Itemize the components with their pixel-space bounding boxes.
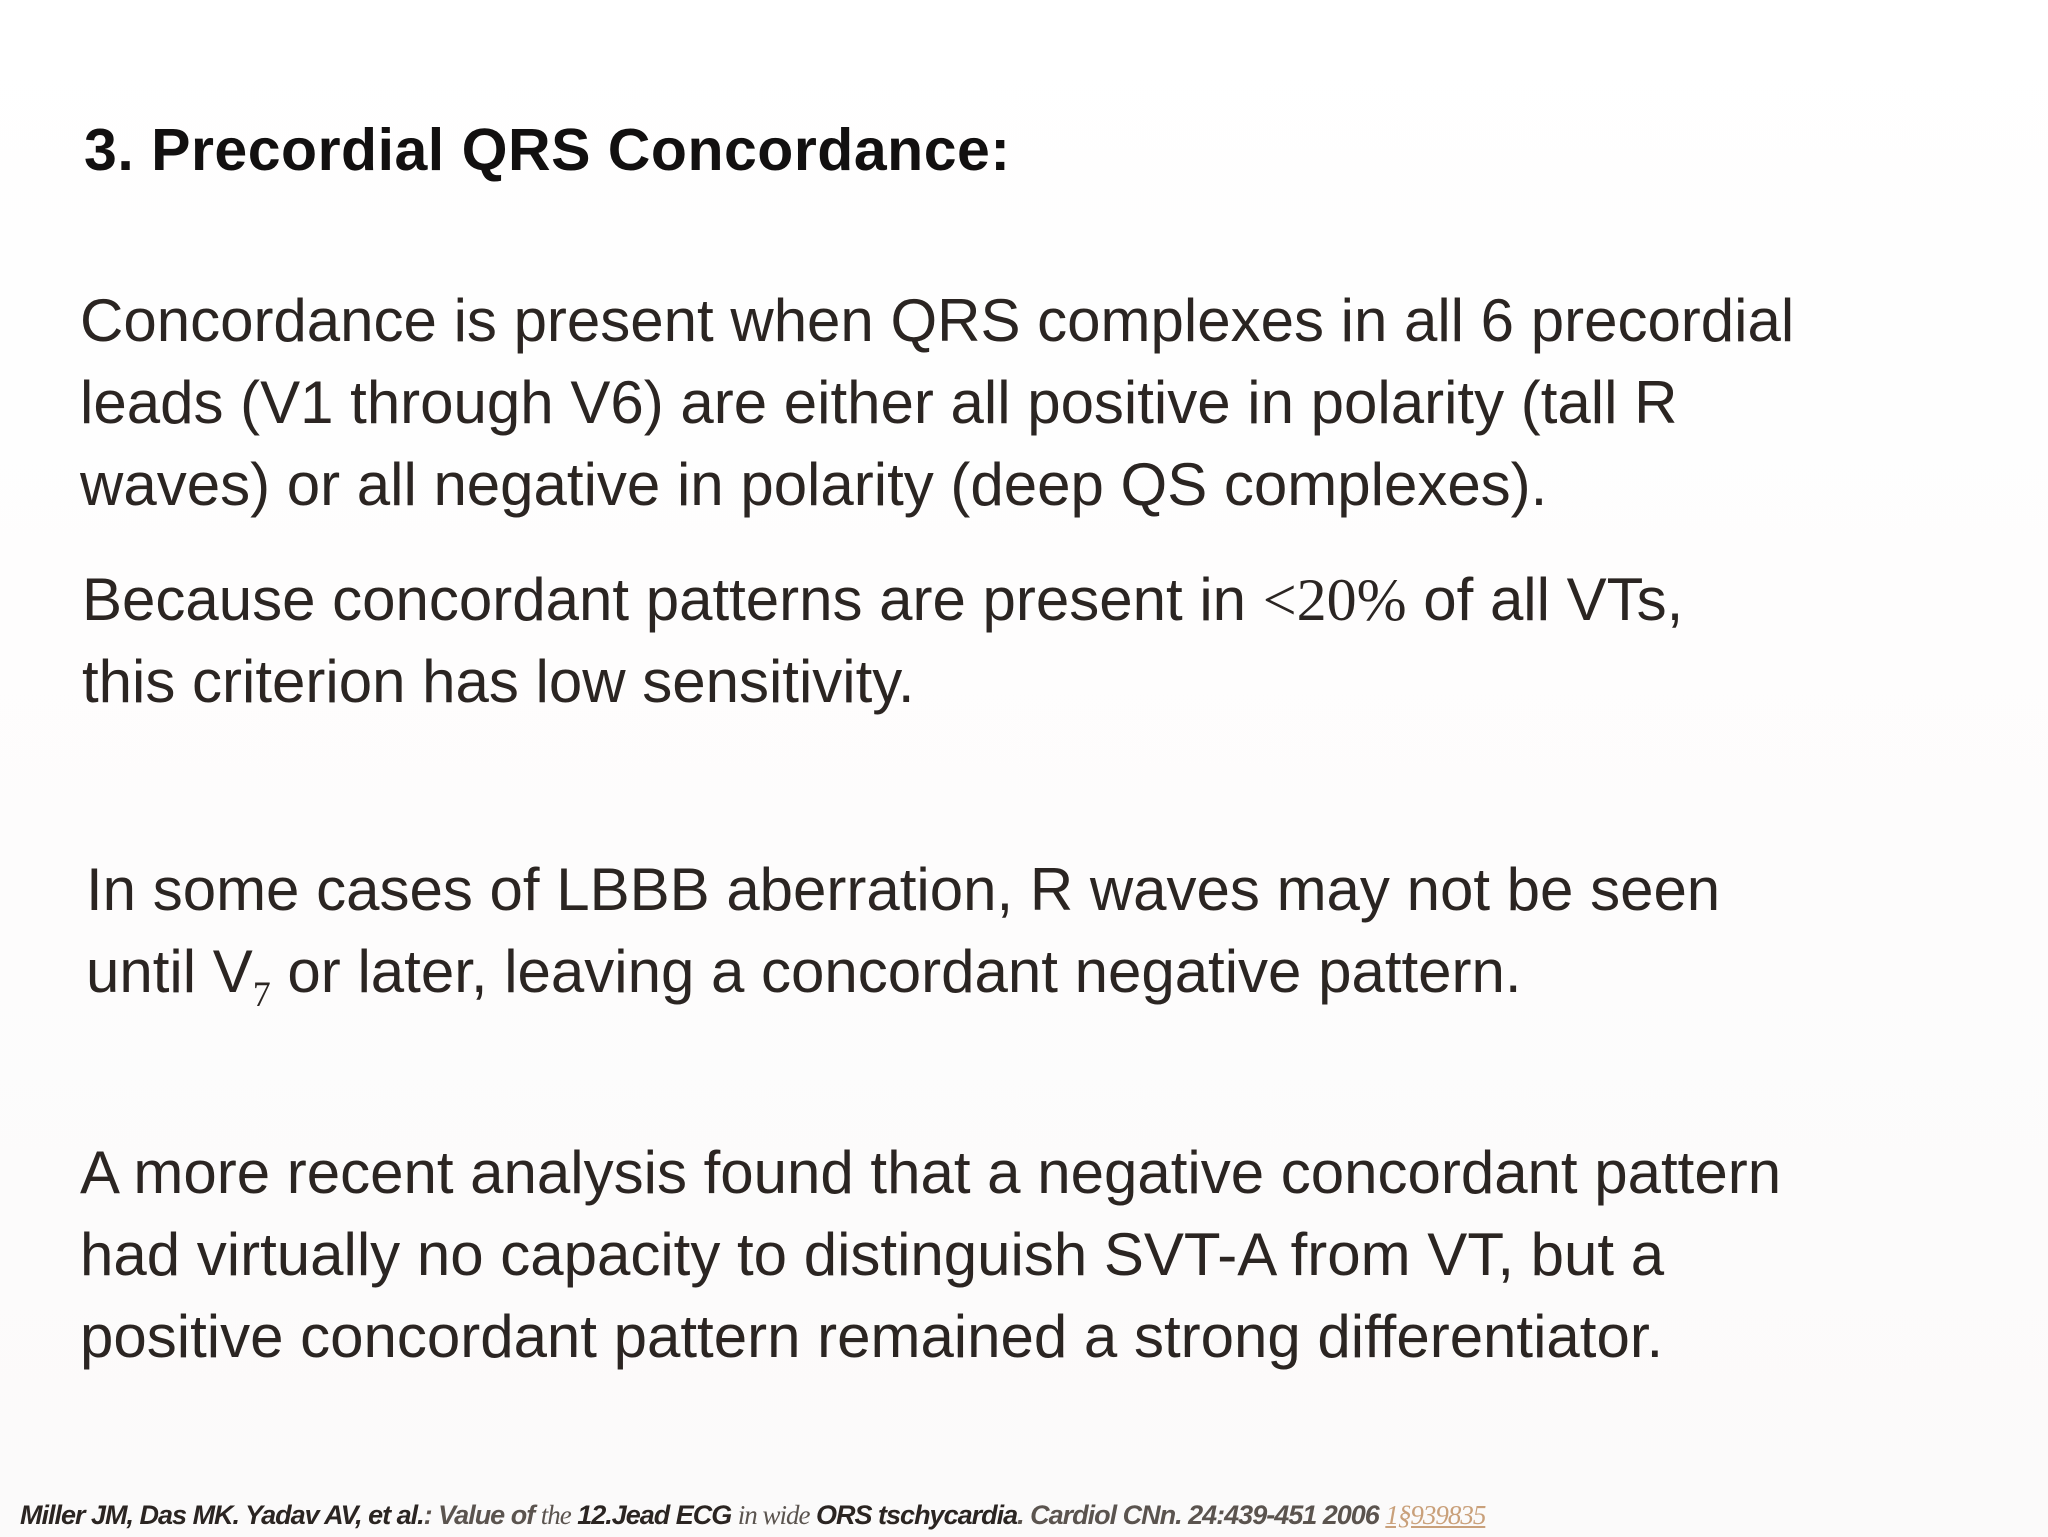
text-line: leads (V1 through V6) are either all positive in polarity (tall R [80,369,1678,436]
paragraph-sensitivity [82,559,2042,723]
text-fragment: Because concordant patterns are present in [82,566,1263,633]
citation-text: 12.Jead ECG [570,1500,738,1530]
text-line: positive concordant pattern remained a strong differentiator. [80,1303,1664,1370]
text-line [86,931,2046,1013]
text-fragment: of all VTs, [1406,566,1684,633]
lead-subscript: 7 [252,974,271,1014]
citation-text: ORS tschycardia [809,1500,1018,1530]
text-fragment: until V [86,938,253,1005]
citation-text: . Cardiol CNn. 24:439-451 2006 [1017,1500,1386,1530]
slide-title: 3. Precordial QRS Concordance: [84,117,1011,183]
text-line: Concordance is present when QRS complexes in all 6 precordial [80,287,1795,354]
citation-link[interactable]: 1§939835 [1385,1500,1486,1530]
citation-text: the [540,1500,571,1530]
text-line: this criterion has low sensitivity. [82,648,915,715]
paragraph-recent-analysis [80,1132,2040,1378]
text-line: had virtually no capacity to distinguish SVT-A from VT, but a [80,1221,1665,1288]
text-line: waves) or all negative in polarity (deep QS complexes). [80,451,1548,518]
citation-text: in wide [737,1500,810,1530]
text-line: A more recent analysis found that a negative concordant pattern [80,1139,1782,1206]
text-fragment: or later, leaving a concordant negative pattern. [270,938,1522,1005]
percentage-value: <20% [1262,567,1407,633]
citation-footer [20,1500,1485,1531]
paragraph-lbbb-aberration [86,849,2046,1013]
citation-authors: Miller JM, Das MK. Yadav AV, et al. [20,1500,424,1530]
citation-text: : Value of [423,1500,541,1530]
text-line [82,559,2042,641]
paragraph-concordance-definition [80,280,2040,526]
text-line: In some cases of LBBB aberration, R waves may not be seen [86,856,1721,923]
